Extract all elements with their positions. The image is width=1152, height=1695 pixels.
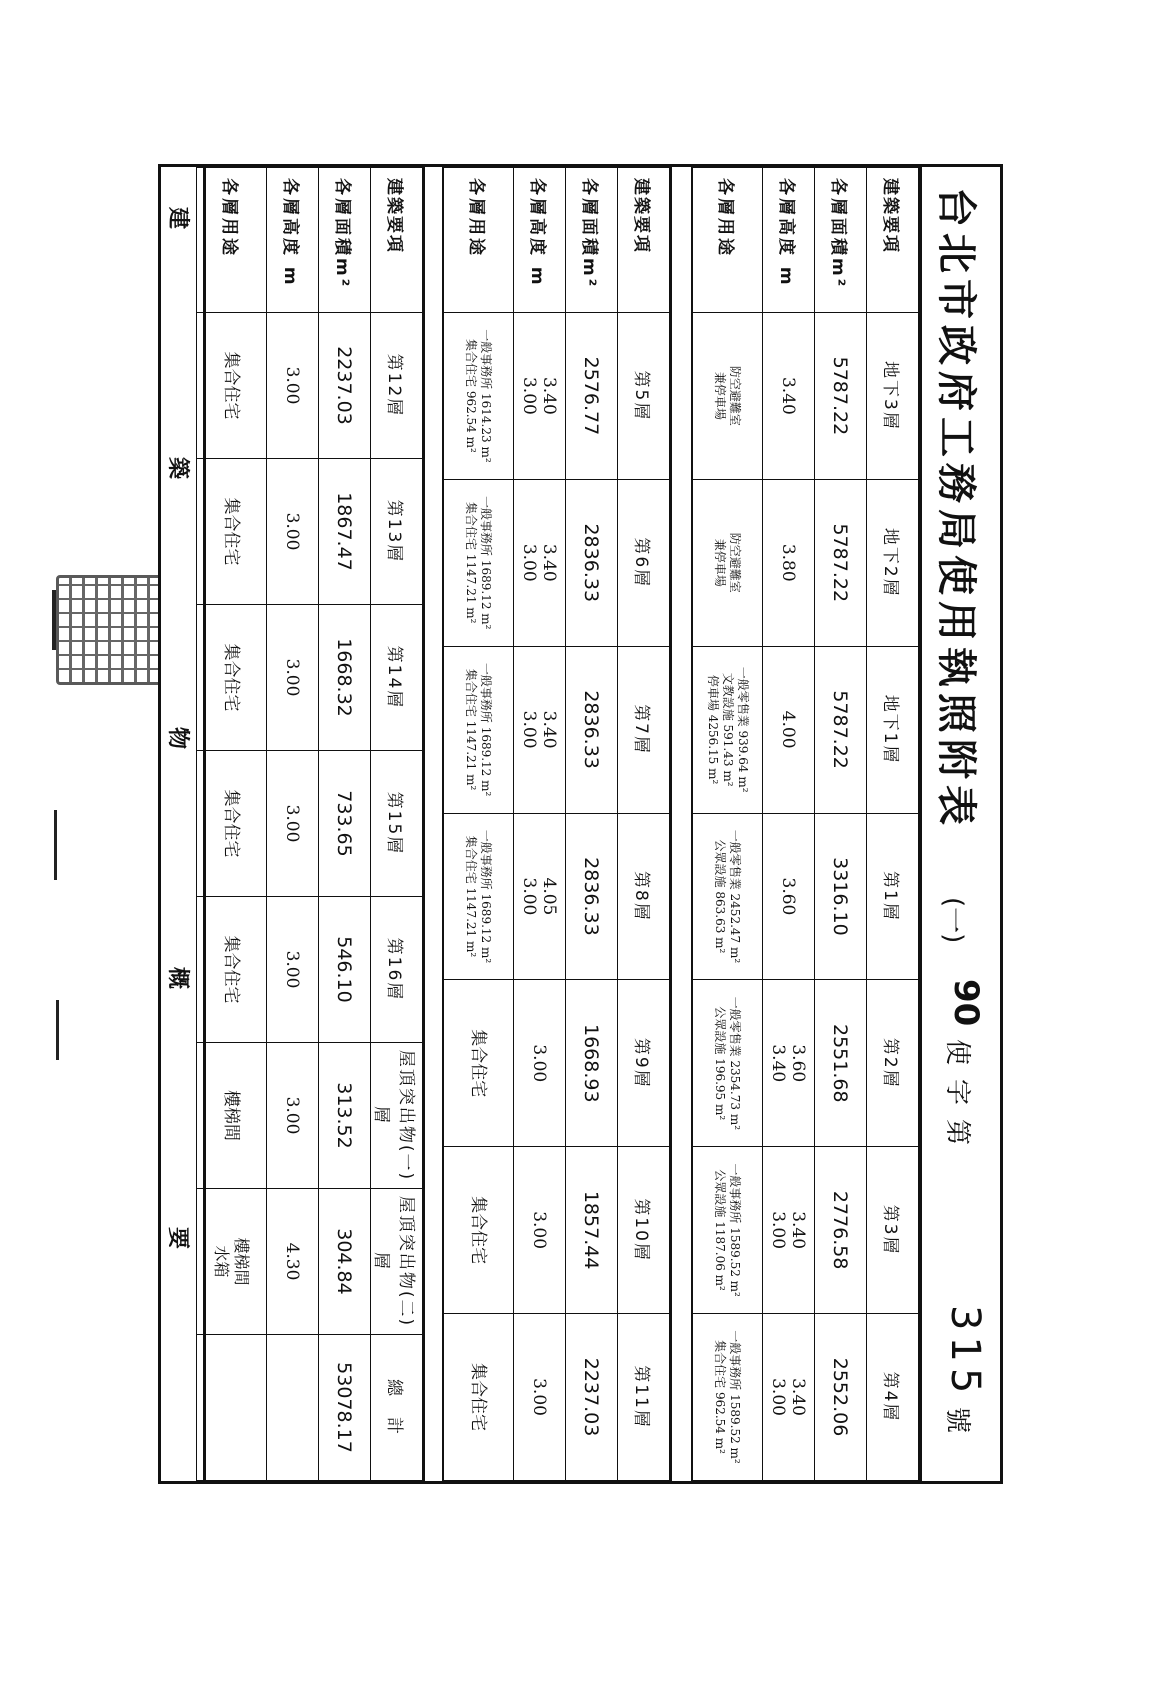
- use-cell: [197, 751, 267, 897]
- height-cell: [514, 813, 566, 980]
- use-cell: [444, 813, 514, 980]
- use-line: 一般零售業 939.64 m²: [736, 666, 750, 793]
- side-label-building-summary: [158, 167, 206, 1481]
- height-line: 3.00: [519, 543, 540, 582]
- area-cell: 546.10: [319, 897, 371, 1043]
- row-hdr: [867, 168, 919, 1481]
- height-cell: [763, 646, 815, 813]
- scan-mark: [52, 590, 56, 650]
- use-line: 集合住宅: [221, 935, 242, 1004]
- height-line: 3.00: [519, 877, 540, 916]
- license-serial-suffix: 號: [942, 1407, 972, 1434]
- document-title: 台北市政府工務局使用執照附表: [933, 187, 979, 831]
- area-cell: 1668.93: [566, 980, 618, 1147]
- height-cell: [763, 1147, 815, 1314]
- area-cell: 2552.06: [815, 1314, 867, 1481]
- use-cell: [444, 1314, 514, 1481]
- use-line: 集合住宅 1147.21 m²: [464, 668, 479, 791]
- area-cell: 2237.03: [319, 313, 371, 459]
- use-line: 一般零售業 2452.47 m²: [728, 829, 743, 964]
- floor-name-cell: 第8層: [618, 813, 670, 980]
- floor-blocks: [199, 167, 919, 1481]
- table-number: (一): [938, 897, 968, 944]
- row-use: [197, 168, 267, 1481]
- row-label: 各層用途: [444, 168, 514, 313]
- use-line: 公眾設施 196.95 m²: [713, 1006, 728, 1121]
- floor-table: [692, 167, 919, 1481]
- height-line: 3.00: [282, 804, 303, 843]
- side-label-char: 築: [165, 457, 190, 480]
- use-line: 一般事務所 1689.12 m²: [479, 662, 494, 797]
- height-line: 3.40: [778, 376, 799, 415]
- floor-block-3: [197, 167, 425, 1481]
- floor-name-cell: 第12層: [371, 313, 423, 459]
- use-line: 防空避難室: [728, 532, 743, 593]
- area-cell: 2576.77: [566, 313, 618, 480]
- use-cell: [444, 479, 514, 646]
- license-year: 90: [946, 979, 986, 1027]
- use-line: 水箱: [212, 1245, 232, 1278]
- use-cell: [693, 1314, 763, 1481]
- floor-table: [196, 167, 423, 1481]
- row-label: 建築要項: [867, 168, 919, 313]
- floor-name-cell: 第4層: [867, 1314, 919, 1481]
- height-cell: [267, 605, 319, 751]
- height-line: 3.00: [282, 512, 303, 551]
- use-line: 集合住宅 1147.21 m²: [464, 502, 479, 624]
- floor-name-cell: 第13層: [371, 459, 423, 605]
- official-seal-stamp: [56, 575, 164, 685]
- use-line: 集合住宅: [468, 1029, 489, 1098]
- use-line: 一般事務所 1589.52 m²: [728, 1163, 743, 1297]
- height-line: 3.40: [539, 543, 560, 582]
- use-cell: [444, 980, 514, 1147]
- height-cell: [267, 1335, 319, 1481]
- floor-block-1: [691, 167, 919, 1481]
- use-cell: [197, 1335, 267, 1481]
- use-line: 兼停車場: [713, 371, 728, 420]
- floor-name-cell: 第9層: [618, 980, 670, 1147]
- use-line: 集合住宅: [468, 1363, 489, 1432]
- height-cell: [514, 313, 566, 480]
- height-cell: [763, 313, 815, 480]
- row-label: 各層高度 m: [514, 168, 566, 313]
- height-cell: [514, 646, 566, 813]
- license-annex-table: [158, 164, 1003, 1484]
- height-line: 3.00: [282, 1096, 303, 1135]
- height-cell: [267, 313, 319, 459]
- floor-name-cell: 總 計: [371, 1335, 423, 1481]
- height-cell: [763, 479, 815, 646]
- height-line: 3.00: [519, 710, 540, 749]
- height-cell: [763, 813, 815, 980]
- height-cell: [267, 751, 319, 897]
- floor-name-cell: 第15層: [371, 751, 423, 897]
- height-cell: [514, 1147, 566, 1314]
- use-line: 集合住宅: [221, 643, 242, 712]
- height-line: 3.80: [778, 543, 799, 582]
- floor-name-cell: 第6層: [618, 479, 670, 646]
- height-line: 3.00: [282, 950, 303, 989]
- side-label-char: 要: [165, 1227, 190, 1250]
- use-cell: [197, 313, 267, 459]
- area-cell: 304.84: [319, 1189, 371, 1335]
- row-use: [693, 168, 763, 1481]
- use-line: 一般事務所 1689.12 m²: [479, 829, 494, 964]
- area-cell: 5787.22: [815, 646, 867, 813]
- floor-name-cell: 地下3層: [867, 313, 919, 480]
- use-cell: [444, 646, 514, 813]
- use-line: 集合住宅: [221, 789, 242, 858]
- use-line: 兼停車場: [713, 538, 728, 587]
- use-cell: [444, 1147, 514, 1314]
- height-cell: [267, 459, 319, 605]
- use-cell: [197, 459, 267, 605]
- height-cell: [514, 980, 566, 1147]
- height-cell: [267, 1043, 319, 1189]
- use-cell: [197, 897, 267, 1043]
- floor-name-cell: 第14層: [371, 605, 423, 751]
- row-label: 各層面積m²: [815, 168, 867, 313]
- height-line: 3.40: [768, 1044, 789, 1083]
- row-area: [319, 168, 371, 1481]
- row-label: 各層面積m²: [566, 168, 618, 313]
- floor-name-cell: 第2層: [867, 980, 919, 1147]
- use-line: 一般零售業 2354.73 m²: [728, 996, 743, 1131]
- row-use: [444, 168, 514, 1481]
- floor-name-cell: 屋頂突出物(一)層: [371, 1043, 423, 1189]
- area-cell: 1857.44: [566, 1147, 618, 1314]
- row-area: [815, 168, 867, 1481]
- area-cell: 3316.10: [815, 813, 867, 980]
- row-height: [763, 168, 815, 1481]
- row-height: [267, 168, 319, 1481]
- use-cell: [693, 313, 763, 480]
- area-cell: 733.65: [319, 751, 371, 897]
- floor-name-cell: 第5層: [618, 313, 670, 480]
- use-cell: [693, 813, 763, 980]
- area-cell: 2836.33: [566, 479, 618, 646]
- floor-name-cell: 第11層: [618, 1314, 670, 1481]
- floor-name-cell: 第7層: [618, 646, 670, 813]
- area-cell: 5787.22: [815, 479, 867, 646]
- title-bar: [919, 167, 1000, 1481]
- height-line: 4.00: [778, 710, 799, 749]
- area-cell: 2836.33: [566, 813, 618, 980]
- row-area: [566, 168, 618, 1481]
- side-label-char: 概: [165, 967, 190, 990]
- floor-name-cell: 第10層: [618, 1147, 670, 1314]
- height-line: 3.40: [788, 1378, 809, 1416]
- height-line: 3.40: [539, 710, 560, 749]
- side-label-char: 建: [165, 207, 190, 230]
- height-line: 3.00: [529, 1378, 550, 1416]
- use-line: 一般事務所 1614.23 m²: [479, 329, 494, 463]
- use-cell: [693, 479, 763, 646]
- area-cell: 2776.58: [815, 1147, 867, 1314]
- area-cell: 5787.22: [815, 313, 867, 480]
- use-line: 防空避難室: [728, 365, 743, 426]
- height-line: 3.00: [529, 1211, 550, 1250]
- use-cell: [444, 313, 514, 480]
- height-line: 3.40: [788, 1211, 809, 1250]
- use-line: 一般事務所 1589.52 m²: [728, 1330, 743, 1464]
- area-cell: 1668.32: [319, 605, 371, 751]
- height-line: 3.00: [282, 366, 303, 405]
- height-cell: [763, 1314, 815, 1481]
- row-label: 各層用途: [693, 168, 763, 313]
- height-cell: [763, 980, 815, 1147]
- height-line: 3.00: [529, 1044, 550, 1083]
- use-line: 公眾設施 863.63 m²: [713, 839, 728, 954]
- scan-mark: [54, 810, 57, 880]
- row-label: 各層用途: [197, 168, 267, 313]
- use-cell: [197, 605, 267, 751]
- floor-name-cell: 第3層: [867, 1147, 919, 1314]
- use-line: 樓梯間: [221, 1090, 242, 1141]
- height-line: 4.30: [282, 1242, 303, 1281]
- floor-name-cell: 屋頂突出物(二)層: [371, 1189, 423, 1335]
- height-cell: [514, 1314, 566, 1481]
- row-label: 各層高度 m: [267, 168, 319, 313]
- use-line: 集合住宅 962.54 m²: [713, 1340, 728, 1454]
- height-cell: [514, 479, 566, 646]
- height-line: 3.00: [282, 658, 303, 697]
- use-line: 集合住宅: [221, 497, 242, 566]
- side-label-char: 物: [165, 727, 190, 750]
- area-cell: 2237.03: [566, 1314, 618, 1481]
- row-label: 建築要項: [371, 168, 423, 313]
- use-line: 集合住宅 962.54 m²: [464, 339, 479, 453]
- floor-name-cell: 第16層: [371, 897, 423, 1043]
- height-line: 3.00: [768, 1378, 789, 1416]
- row-label: 建築要項: [618, 168, 670, 313]
- area-cell: 53078.17: [319, 1335, 371, 1481]
- height-line: 3.60: [778, 877, 799, 916]
- use-line: 一般事務所 1689.12 m²: [479, 496, 494, 630]
- height-cell: [267, 1189, 319, 1335]
- use-cell: [197, 1043, 267, 1189]
- use-cell: [693, 980, 763, 1147]
- use-line: 集合住宅: [221, 351, 242, 420]
- height-line: 4.05: [539, 877, 560, 916]
- height-line: 3.00: [768, 1211, 789, 1250]
- floor-name-cell: 地下1層: [867, 646, 919, 813]
- license-word: 使字第: [942, 1039, 972, 1160]
- floor-table: [443, 167, 670, 1481]
- area-cell: 313.52: [319, 1043, 371, 1189]
- floor-name-cell: 地下2層: [867, 479, 919, 646]
- area-cell: 2836.33: [566, 646, 618, 813]
- row-hdr: [618, 168, 670, 1481]
- row-label: 各層高度 m: [763, 168, 815, 313]
- use-cell: [693, 1147, 763, 1314]
- row-height: [514, 168, 566, 1481]
- height-line: 3.00: [519, 376, 540, 415]
- height-line: 3.40: [539, 376, 560, 415]
- height-line: 3.60: [788, 1044, 809, 1083]
- row-hdr: [371, 168, 423, 1481]
- scan-mark: [56, 1000, 59, 1060]
- floor-name-cell: 第1層: [867, 813, 919, 980]
- area-cell: 1867.47: [319, 459, 371, 605]
- use-line: 樓梯間: [232, 1237, 252, 1286]
- row-label: 各層面積m²: [319, 168, 371, 313]
- use-line: 集合住宅 1147.21 m²: [464, 835, 479, 958]
- height-cell: [267, 897, 319, 1043]
- use-line: 集合住宅: [468, 1196, 489, 1265]
- area-cell: 2551.68: [815, 980, 867, 1147]
- floor-block-2: [442, 167, 672, 1481]
- use-line: 文教設施 591.43 m²: [721, 672, 735, 787]
- use-line: 停車場 4256.15 m²: [706, 674, 720, 785]
- use-cell: [693, 646, 763, 813]
- use-line: 公眾設施 1187.06 m²: [713, 1169, 728, 1291]
- use-cell: [197, 1189, 267, 1335]
- license-serial: 315: [942, 1305, 988, 1400]
